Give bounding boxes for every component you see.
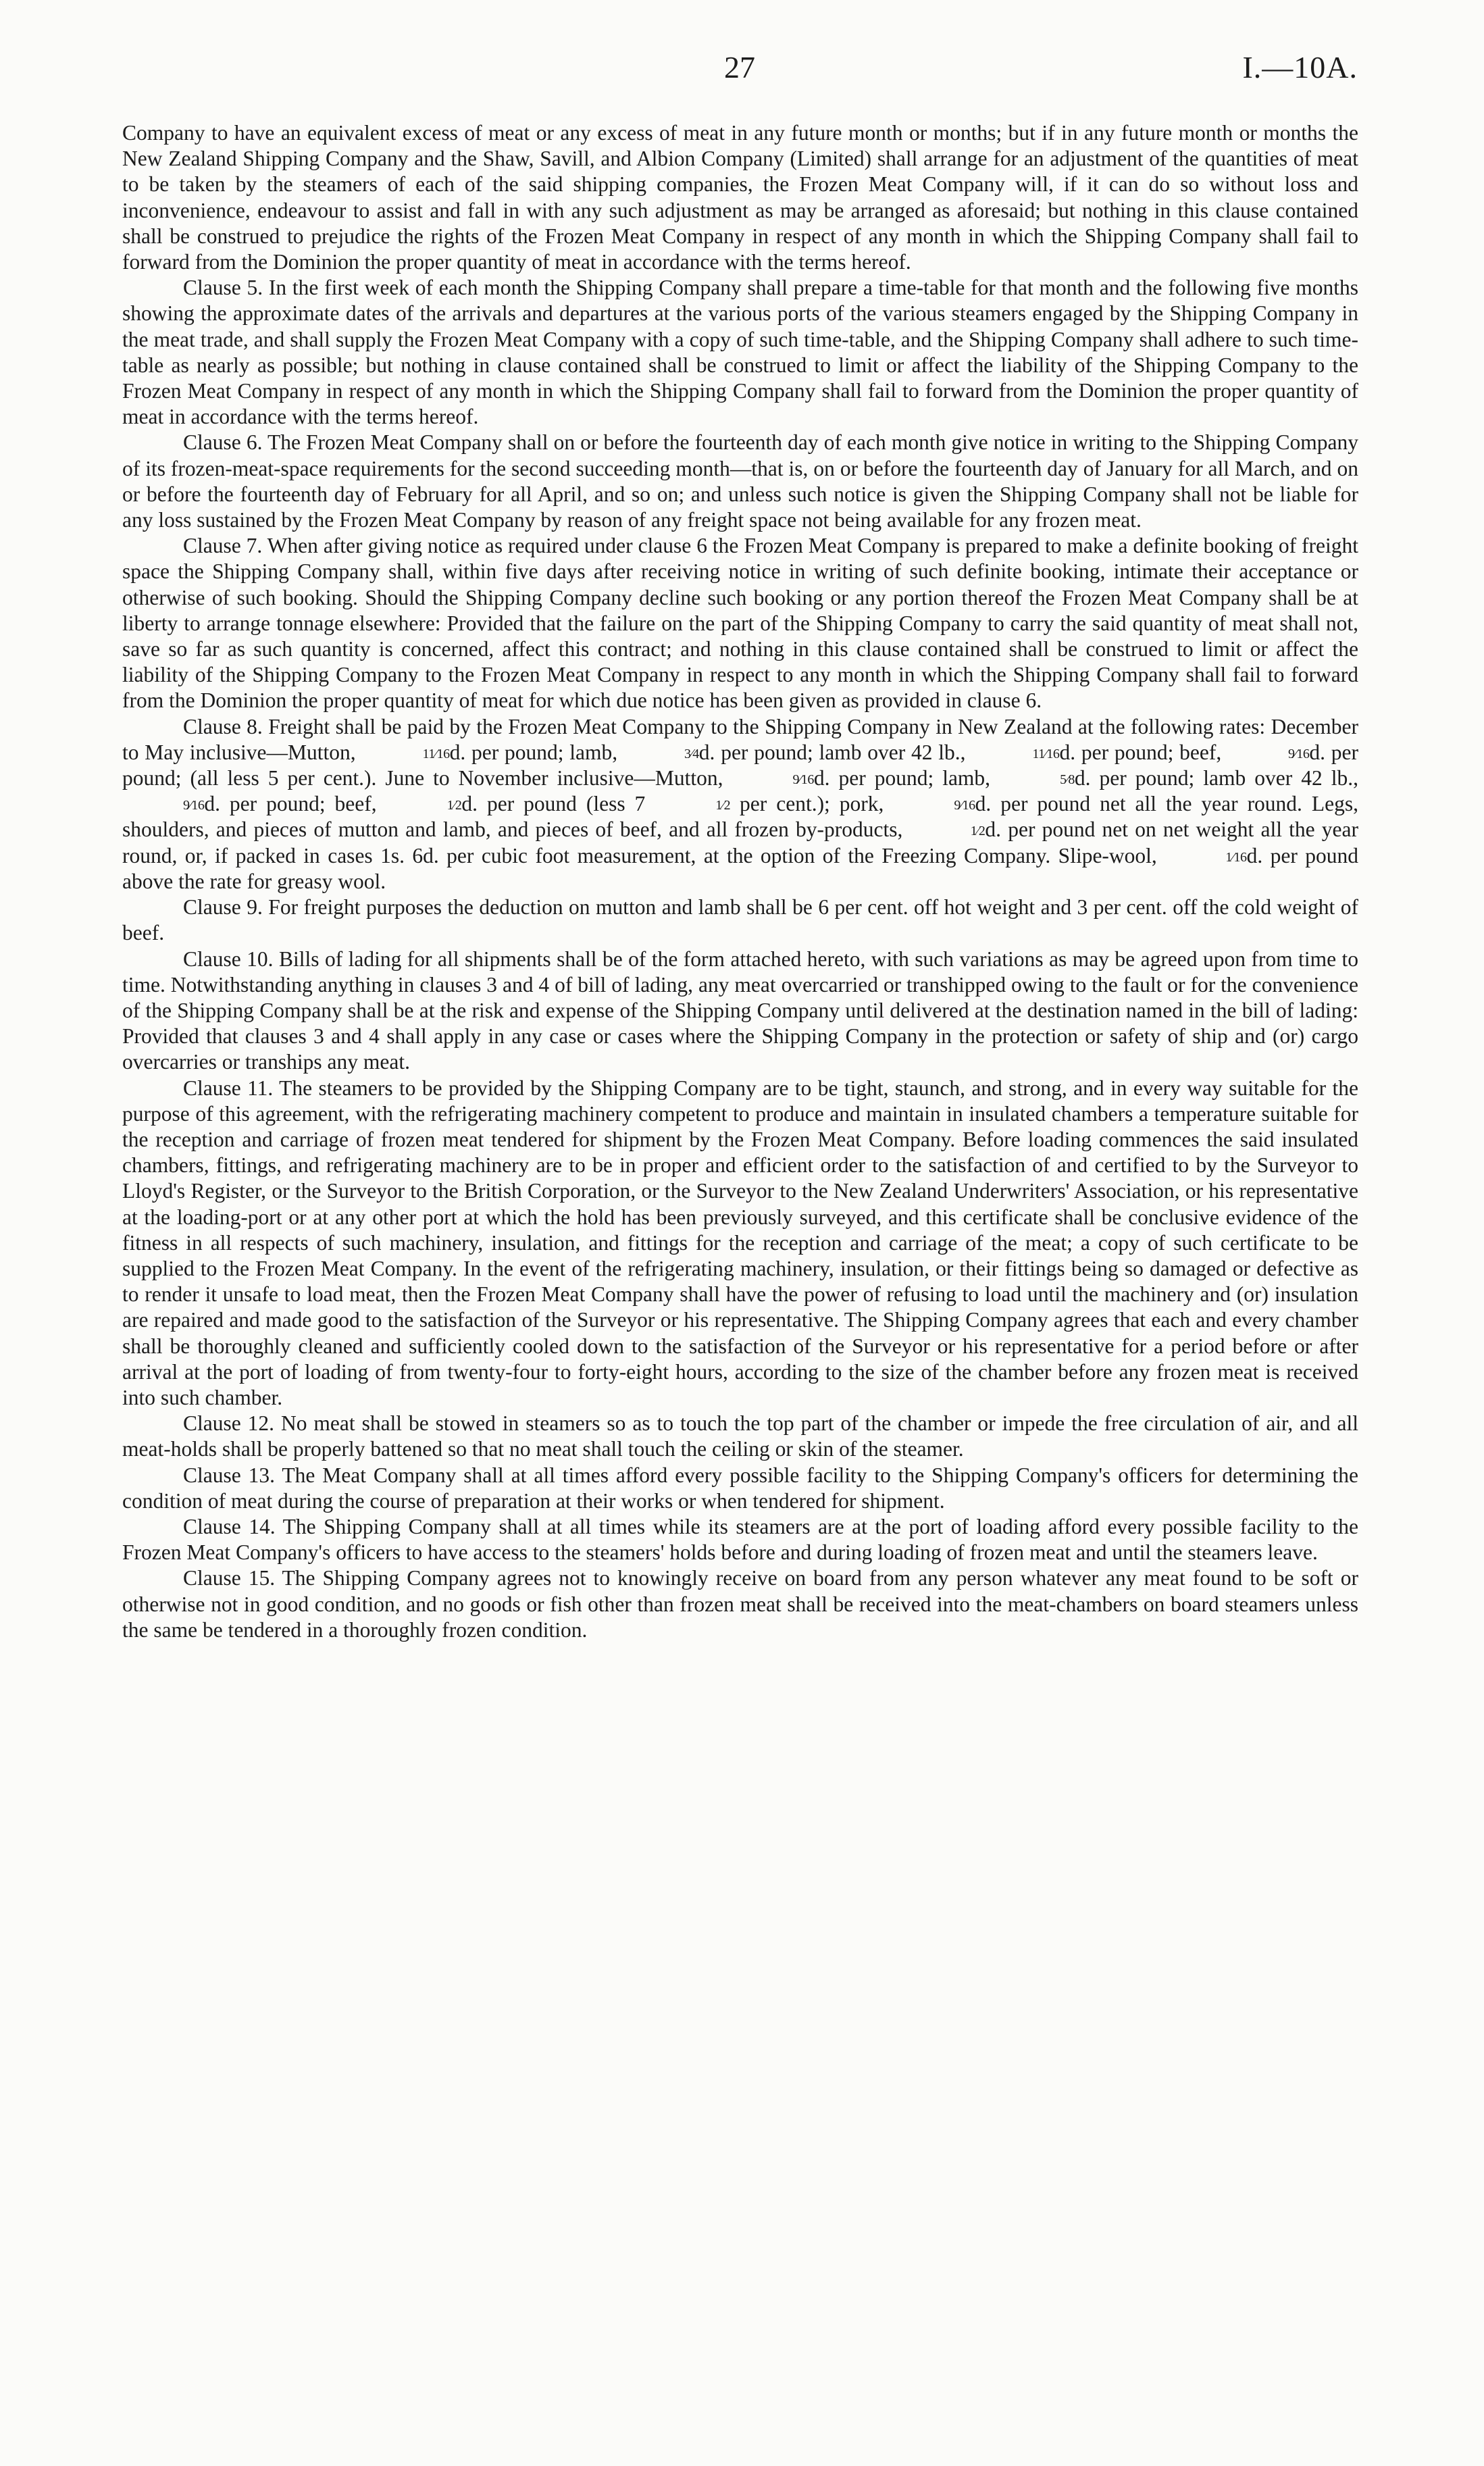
clause-6-paragraph: Clause 6. The Frozen Meat Company shall on or before the fourteenth day of each month give notice in writing to the Shipping Company of its frozen-meat-space requirements for the second succeeding month—that is, on or before the fourteenth day of January for all March, and on or before the fourteenth day of February for all April, and so on; and unless such notice is given the Shipping Company shall not be liable for any loss sustained by the Frozen Meat Company by reason of any freight space not being available for any frozen meat. <box>122 430 1358 532</box>
fraction: 9⁄16 <box>954 798 975 813</box>
clause-11-paragraph: Clause 11. The steamers to be provided by the Shipping Company are to be tight, staunch, and strong, and in every way suitable for the purpose of this agreement, with the refrigerating machinery competent to produce and maintain in insulated chambers a temperature suitable for the reception and carriage of frozen meat tendered for shipment by the Frozen Meat Company. Before loading commences the said insulated chambers, fittings, and refrigerating machinery are to be in proper and efficient order to the satisfaction of and certified to by the Surveyor to Lloyd's Register, or the Surveyor to the British Corporation, or the Surveyor to the New Zealand Underwriters' Association, or his representative at the loading-port or at any other port at which the hold has been previously surveyed, and this certificate shall be conclusive evidence of the fitness in all respects of such machinery, insulation, and fittings for the reception and carriage of the meat; a copy of such certificate to be supplied to the Frozen Meat Company. In the event of the refrigerating machinery, insulation, or their fittings being so damaged or defective as to render it unsafe to load meat, then the Frozen Meat Company shall have the power of refusing to load until the machinery and (or) insulation are repaired and made good to the satisfaction of the Surveyor or his representative. The Shipping Company agrees that each and every chamber shall be thoroughly cleaned and sufficiently cooled down to the satisfaction of the Surveyor or his representative for a period before or after arrival at the port of loading of from twenty-four to forty-eight hours, according to the size of the chamber before any frozen meat is received into such chamber. <box>122 1076 1358 1409</box>
continuation-paragraph: Company to have an equivalent excess of meat or any excess of meat in any future month or months; but if in any future month or months the New Zealand Shipping Company and the Shaw, Savill, and Albion Company (Limited) shall arrange for an adjustment of the quantities of meat to be taken by the steamers of each of the said shipping companies, the Frozen Meat Company will, if it can do so without loss and inconvenience, endeavour to assist and fall in with any such adjustment as may be arranged as aforesaid; but nothing in this clause contained shall be construed to prejudice the rights of the Frozen Meat Company in respect of any month in which the Shipping Company shall fail to forward from the Dominion the proper quantity of meat in accordance with the terms hereof. <box>122 121 1358 274</box>
clause-15-paragraph: Clause 15. The Shipping Company agrees not to knowingly receive on board from any person whatever any meat found to be soft or otherwise not in good condition, and no goods or fish other than frozen meat shall be received into the meat-chambers on board steamers unless the same be tendered in a thoroughly frozen condition. <box>122 1566 1358 1642</box>
clause-9-paragraph: Clause 9. For freight purposes the deduction on mutton and lamb shall be 6 per cent. off hot weight and 3 per cent. off the cold weight of beef. <box>122 895 1358 945</box>
clause-14-paragraph: Clause 14. The Shipping Company shall at all times while its steamers are at the port of loading afford every possible facility to the Frozen Meat Company's officers to have access to the steamers' holds before and during loading of frozen meat and until the steamers leave. <box>122 1514 1358 1565</box>
clause-12-paragraph: Clause 12. No meat shall be stowed in steamers so as to touch the top part of the chamber or impede the free circulation of air, and all meat-holds shall be properly battened so that no meat shall touch the ceiling or skin of the steamer. <box>122 1411 1358 1461</box>
clause-7-paragraph: Clause 7. When after giving notice as required under clause 6 the Frozen Meat Company is prepared to make a definite booking of freight space the Shipping Company shall, within five days after receiving notice in writing of such definite booking, intimate their acceptance or otherwise of such booking. Should the Shipping Company decline such booking or any portion thereof the Frozen Meat Company shall be at liberty to arrange tonnage elsewhere: Provided that the failure on the part of the Shipping Company to carry the said quantity of meat shall not, save so far as such quantity is concerned, affect this contract; and nothing in this clause contained shall be construed to limit or affect the liability of the Shipping Company to the Frozen Meat Company in respect to any month in which the Shipping Company shall fail to forward from the Dominion the proper quantity of meat for which due notice has been given as provided in clause 6. <box>122 534 1358 713</box>
clause-8-paragraph: Clause 8. Freight shall be paid by the Frozen Meat Company to the Shipping Company in New Zealand at the following rates: December to May inclusive—Mutton, 11⁄16d. per pound; lamb, 3⁄4d. per pound; lamb over 42 lb., 11⁄16d. per pound; beef, 9⁄16d. per pound; (all less 5 per cent.). June to November inclusive—Mutton, 9⁄16d. per pound; lamb, 5⁄8d. per pound; lamb over 42 lb., 9⁄16d. per pound; beef, 1⁄2d. per pound (less 7 1⁄2 per cent.); pork, 9⁄16d. per pound net all the year round. Legs, shoulders, and pieces of mutton and lamb, and pieces of beef, and all frozen by-products, 1⁄2d. per pound net on net weight all the year round, or, if packed in cases 1s. 6d. per cubic foot measurement, at the option of the Freezing Company. Slipe-wool, 1⁄16d. per pound above the rate for greasy wool. <box>122 714 1358 893</box>
fraction: 1⁄2 <box>970 824 986 839</box>
fraction: 1⁄16 <box>1225 849 1247 865</box>
fraction: 1⁄2 <box>446 798 462 813</box>
fraction: 9⁄16 <box>1288 746 1310 761</box>
body-text <box>122 120 1358 1643</box>
clause-10-paragraph: Clause 10. Bills of lading for all shipments shall be of the form attached hereto, with such variations as may be agreed upon from time to time. Notwithstanding anything in clauses 3 and 4 of bill of lading, any meat overcarried or transhipped owing to the fault or for the convenience of the Shipping Company shall be at the risk and expense of the Shipping Company until delivered at the destination named in the bill of lading: Provided that clauses 3 and 4 shall apply in any case or cases where the Shipping Company in the protection or safety of ship and (or) cargo overcarries or tranships any meat. <box>122 947 1358 1074</box>
fraction: 9⁄16 <box>792 772 814 788</box>
fraction: 3⁄4 <box>684 746 699 761</box>
clause-13-paragraph: Clause 13. The Meat Company shall at all times afford every possible facility to the Shipping Company's officers for determining the condition of meat during the course of preparation at their works or when tendered for shipment. <box>122 1463 1358 1513</box>
paper-reference: I.—10A. <box>1242 50 1358 84</box>
page-number: 27 <box>724 50 755 84</box>
fraction: 11⁄16 <box>422 746 450 761</box>
fraction: 5⁄8 <box>1060 772 1075 788</box>
clause-5-paragraph: Clause 5. In the first week of each month the Shipping Company shall prepare a time-table for that month and the following five months showing the approximate dates of the arrivals and departures at the various ports of the various steamers engaged by the Shipping Company in the meat trade, and shall supply the Frozen Meat Company with a copy of such time-table, and the Shipping Company shall adhere to such time-table as nearly as possible; but nothing in clause contained shall be construed to limit or affect the liability of the Shipping Company to the Frozen Meat Company in respect of any month in which the Shipping Company shall fail to forward from the Dominion the proper quantity of meat in accordance with the terms hereof. <box>122 276 1358 429</box>
fraction: 11⁄16 <box>1032 746 1060 761</box>
fraction: 9⁄16 <box>183 798 205 813</box>
fraction: 1⁄2 <box>715 798 731 813</box>
page-header <box>122 47 1358 88</box>
